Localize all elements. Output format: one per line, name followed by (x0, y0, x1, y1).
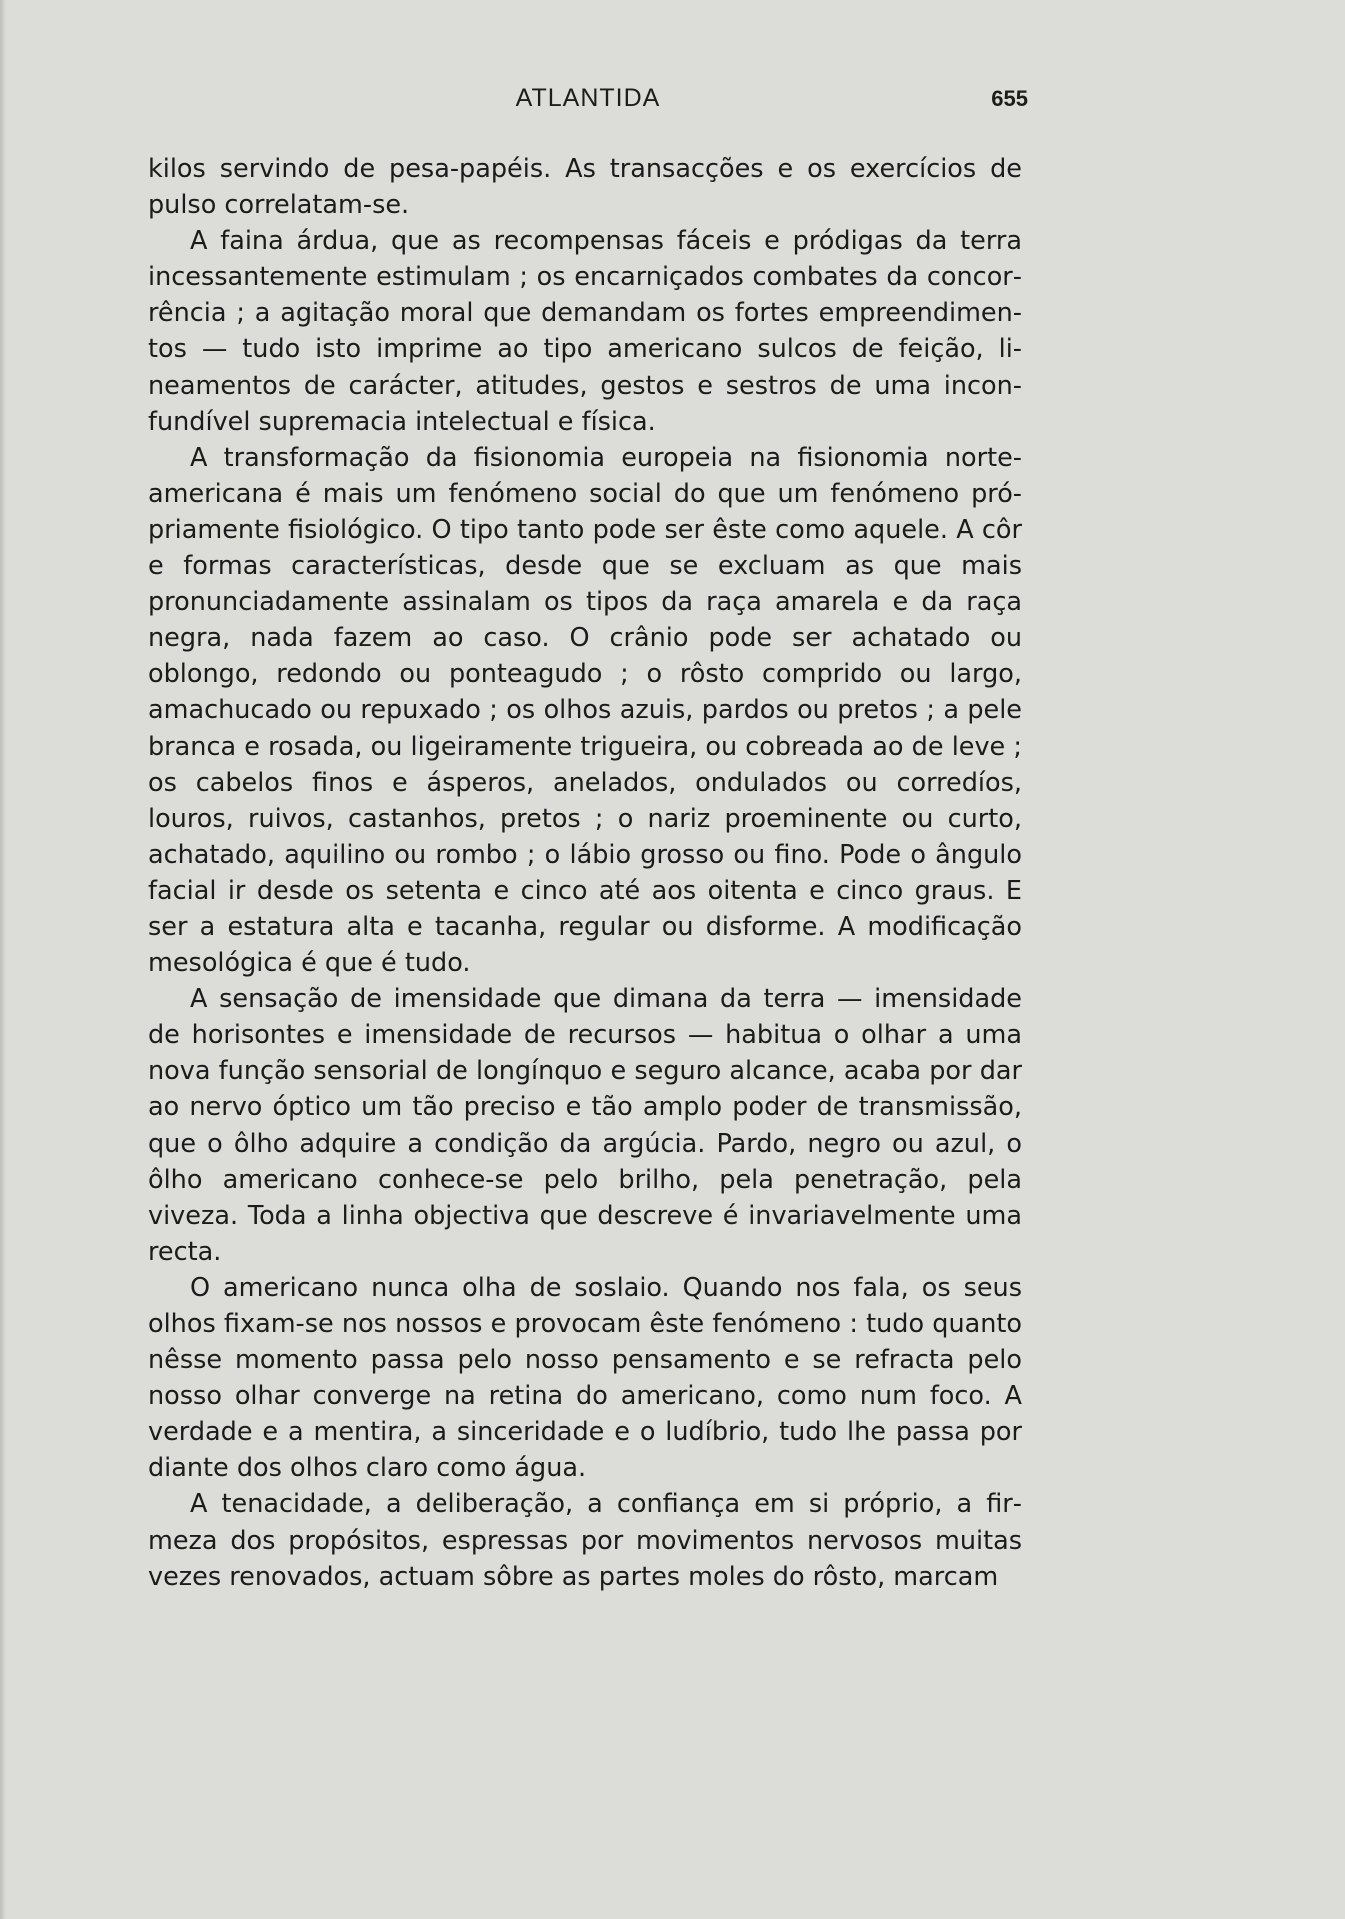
body-text (148, 151, 1022, 1595)
running-title: ATLANTIDA (515, 84, 661, 112)
paragraph-6: A tenacidade, a deliberação, a confiança em si próprio, a firmeza dos propósitos, espressas por movimentos nervosos muitas vezes renovados, actuam sôbre as partes moles do rôsto, marcam (148, 1489, 1022, 1592)
paragraph-4: A sensação de imensidade que dimana da terra — imensidade de horisontes e imensidade de recursos — habitua o olhar a uma nova função sensorial de longínquo e seguro alcance, acaba por dar ao nervo óptico um tão preciso e tão amplo poder de transmissão, que o ôlho adquire a condição da argúcia. Pardo, negro ou azul, o ôlho americano conhece-se pelo brilho, pela penetração, pela viveza. Toda a linha objectiva que descreve é invariavelmente uma recta. (148, 984, 1022, 1267)
page-number: 655 (991, 86, 1028, 111)
paragraph-1: kilos servindo de pesa-papéis. As transacções e os exercícios de pulso correlatam-se. (148, 154, 1022, 221)
page-edge-shadow (0, 0, 6, 1919)
paragraph-2: A faina árdua, que as recompensas fáceis e pródigas da terra incessantemente estimulam ; os encarniçados combates da concorrência ; a agitação moral que demandam os fortes empreendimentos — tudo isto imprime ao tipo americano sulcos de feição, lineamentos de carácter, atitudes, gestos e sestros de uma inconfundível supremacia intelectual e física. (148, 226, 1022, 437)
paragraph-3: A transformação da fisionomia europeia na fisionomia norte-americana é mais um fenómeno social do que um fenómeno própriamente fisiológico. O tipo tanto pode ser êste como aquele. A côr e formas características, desde que se excluam as que mais pronunciadamente assinalam os tipos da raça amarela e da raça negra, nada fazem ao caso. O crânio pode ser achatado ou oblongo, redondo ou ponteagudo ; o rôsto comprido ou largo, amachucado ou repuxado ; os olhos azuis, pardos ou pretos ; a pele branca e rosada, ou ligeiramente trigueira, ou cobreada ao de leve ; os cabelos finos e ásperos, anelados, ondulados ou corredíos, louros, ruivos, castanhos, pretos ; o nariz proeminente ou curto, achatado, aquilino ou rombo ; o lábio grosso ou fino. Pode o ângulo facial ir desde os setenta e cinco até aos oitenta e cinco graus. E ser a estatura alta e tacanha, regular ou disforme. A modificação mesológica é que é tudo. (148, 442, 1022, 979)
paragraph-5: O americano nunca olha de soslaio. Quando nos fala, os seus olhos fixam-se nos nossos e provocam êste fenómeno : tudo quanto nêsse momento passa pelo nosso pensamento e se refracta pelo nosso olhar converge na retina do americano, como num foco. A verdade e a mentira, a sinceridade e o ludíbrio, tudo lhe passa por diante dos olhos claro como água. (148, 1272, 1022, 1484)
running-header (148, 84, 1028, 124)
